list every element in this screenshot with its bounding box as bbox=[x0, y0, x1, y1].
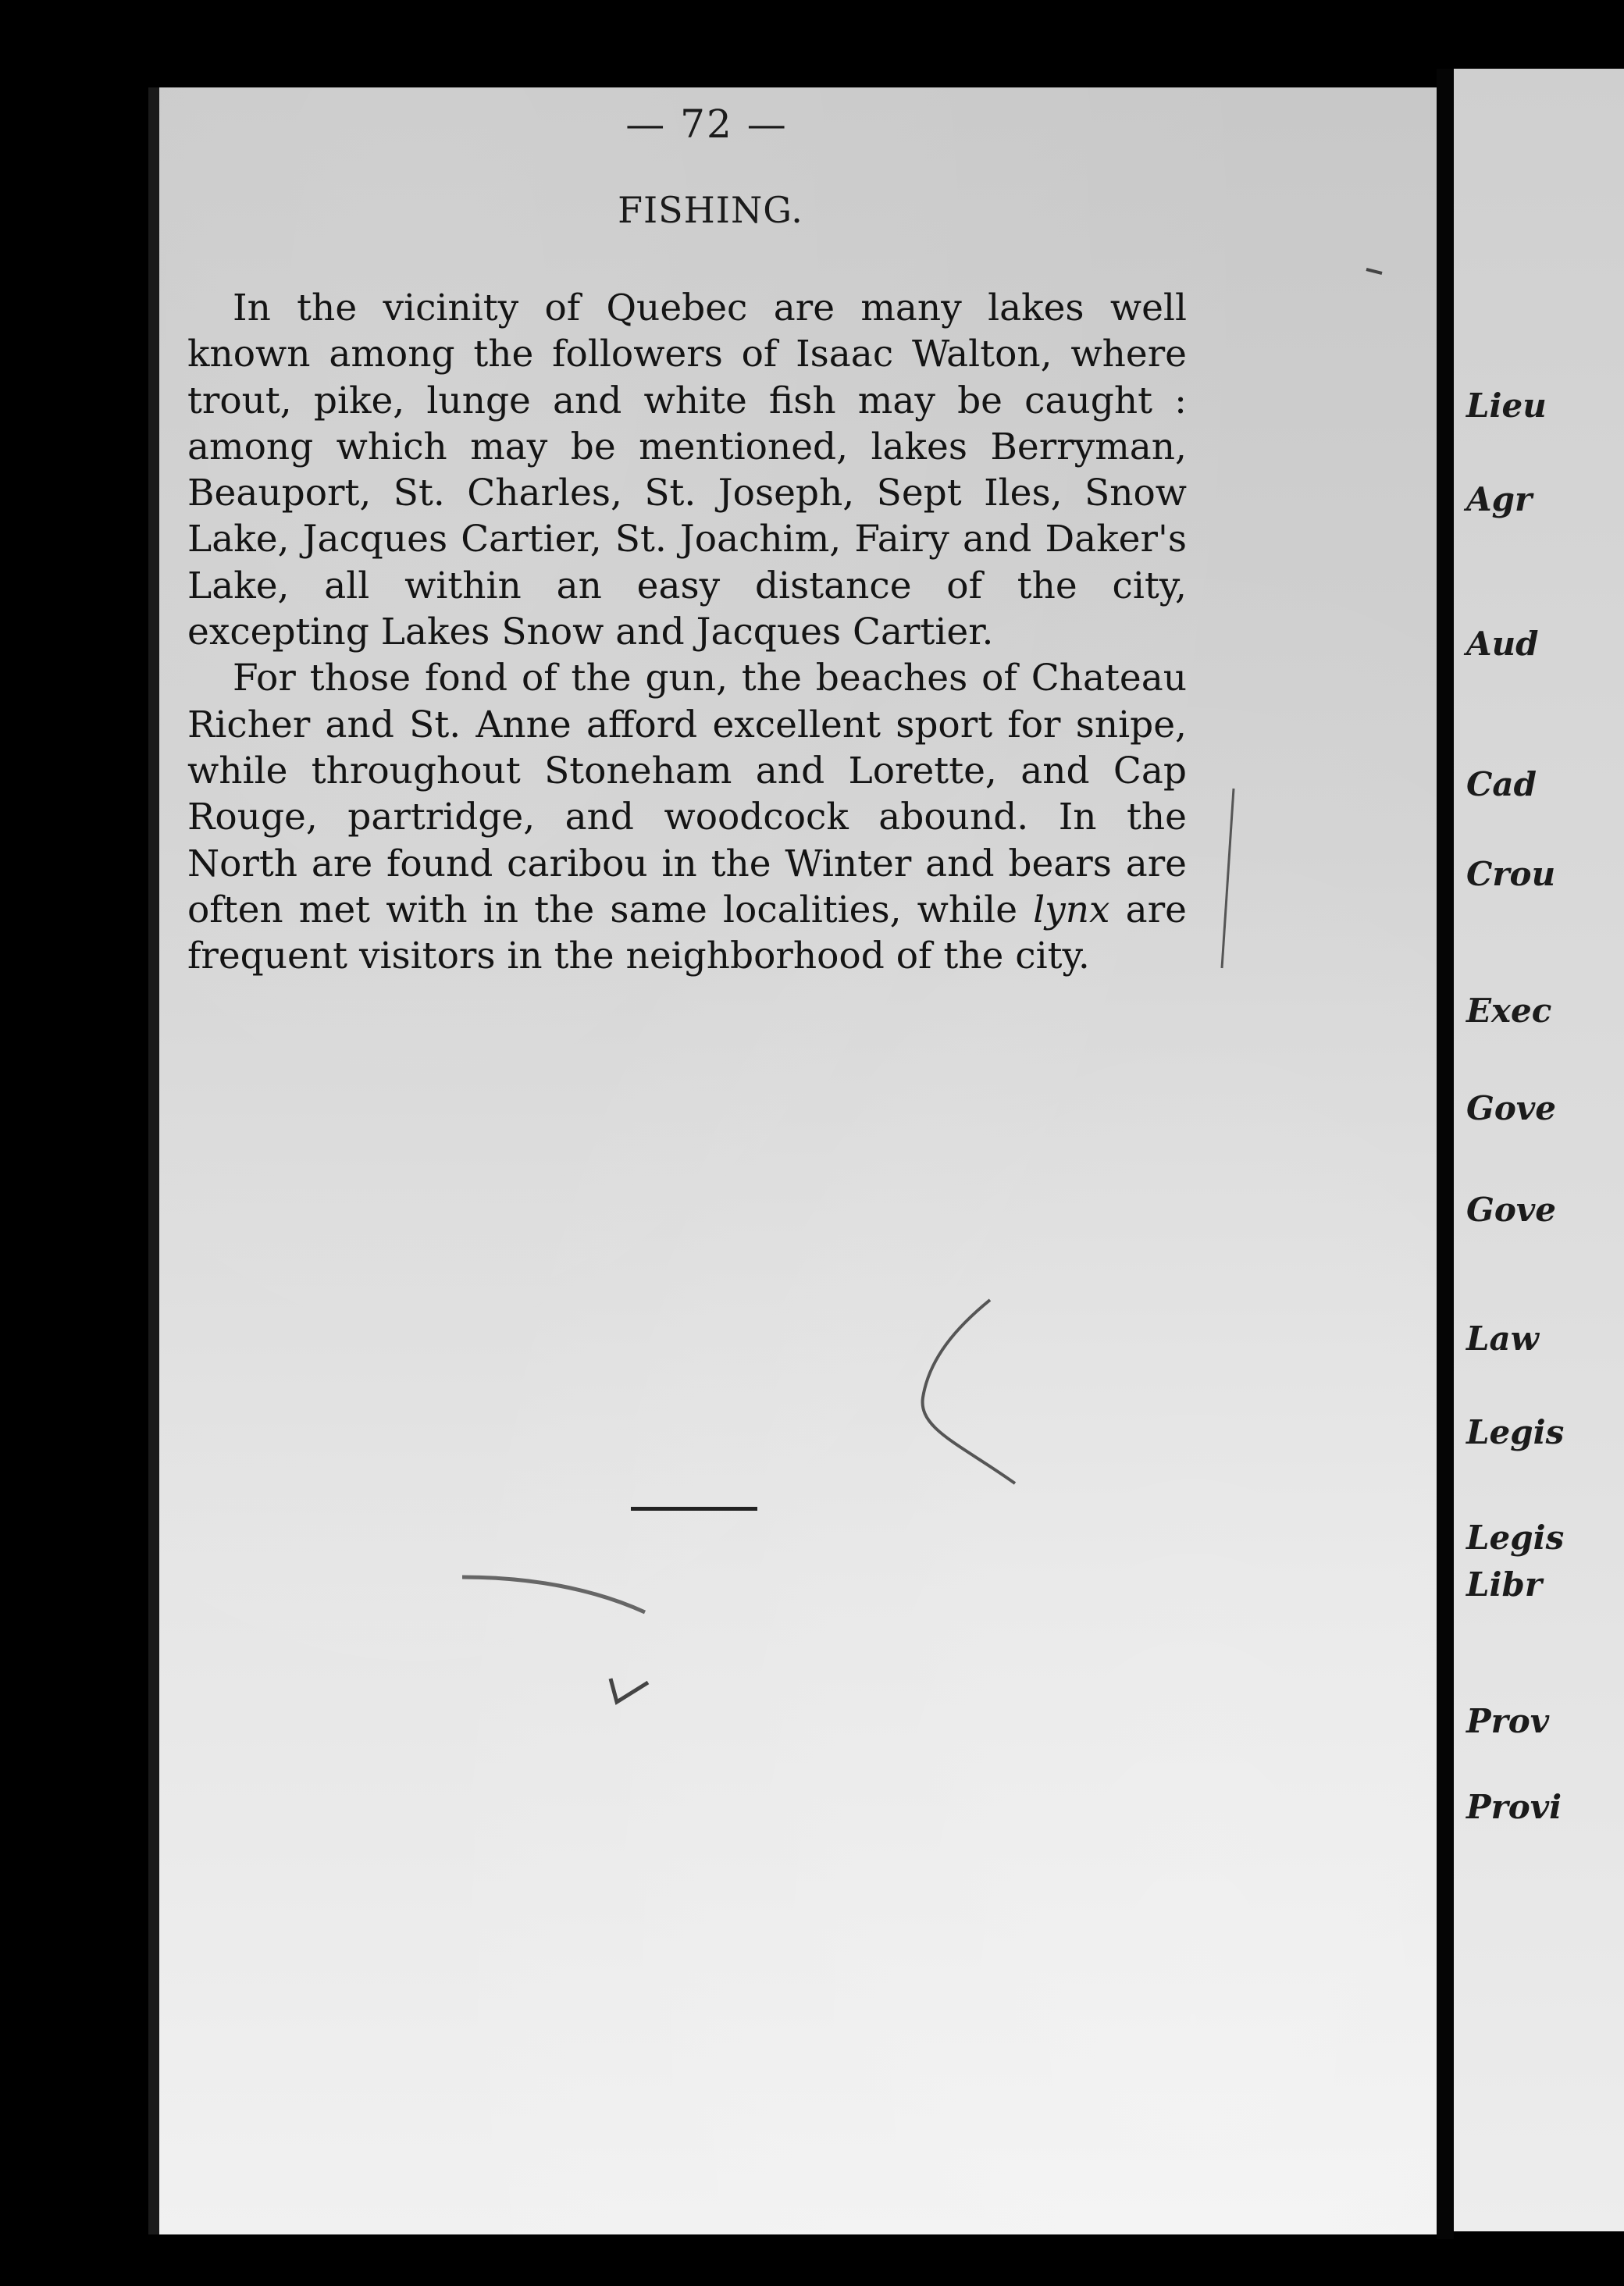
fragment: Legis bbox=[1466, 1413, 1565, 1451]
stray-mark bbox=[1222, 789, 1234, 968]
paragraph-1-text: In the vicinity of Quebec are many lakes well known among the followers of Isaac Walton, where trout, pike, lunge and white fish may be caught : among which may be mentioned, lakes Berryman, Beauport, St. Charles, St. Joseph, Sept Iles, Snow Lake, Jacques Cartier, St. Joachim, Fairy and Daker's Lake, all within an easy distance of the city, excepting Lakes Snow and Jacques Cartier. bbox=[187, 287, 1187, 654]
check-mark bbox=[611, 1679, 648, 1702]
paragraph-2-italic: lynx bbox=[1033, 888, 1110, 931]
stray-mark bbox=[1366, 269, 1382, 273]
hair-mark bbox=[462, 1577, 645, 1612]
fragment: Law bbox=[1466, 1319, 1539, 1358]
fragment: Exec bbox=[1466, 992, 1552, 1030]
page-number: — 72 — bbox=[625, 101, 788, 147]
fragment: Gove bbox=[1466, 1191, 1557, 1229]
paragraph-2-text: For those fond of the gun, the beaches of Chateau Richer and St. Anne afford excellent sport for snipe, while throughout Stoneham and Lorette, and Cap Rouge, partridge, and woodcock abound. In the North are found caribou in the Winter and bears are often met with in the same localities, while bbox=[187, 657, 1187, 931]
paragraph-2-text-end: are frequent visitors in the neighborhood of the city. bbox=[187, 888, 1187, 978]
fragment: Lieu bbox=[1466, 386, 1547, 425]
fragment: Prov bbox=[1466, 1702, 1550, 1740]
fragment: Cad bbox=[1466, 765, 1537, 803]
fragment: Gove bbox=[1466, 1089, 1557, 1127]
section-title: FISHING. bbox=[618, 189, 803, 231]
hair-mark bbox=[923, 1300, 1015, 1483]
fragment: Aud bbox=[1466, 625, 1539, 663]
fragment: Libr bbox=[1466, 1565, 1542, 1604]
fragment: Agr bbox=[1466, 480, 1533, 518]
fragment: Provi bbox=[1466, 1788, 1562, 1826]
fragment: Legis bbox=[1466, 1519, 1565, 1557]
fragment: Crou bbox=[1466, 855, 1556, 893]
